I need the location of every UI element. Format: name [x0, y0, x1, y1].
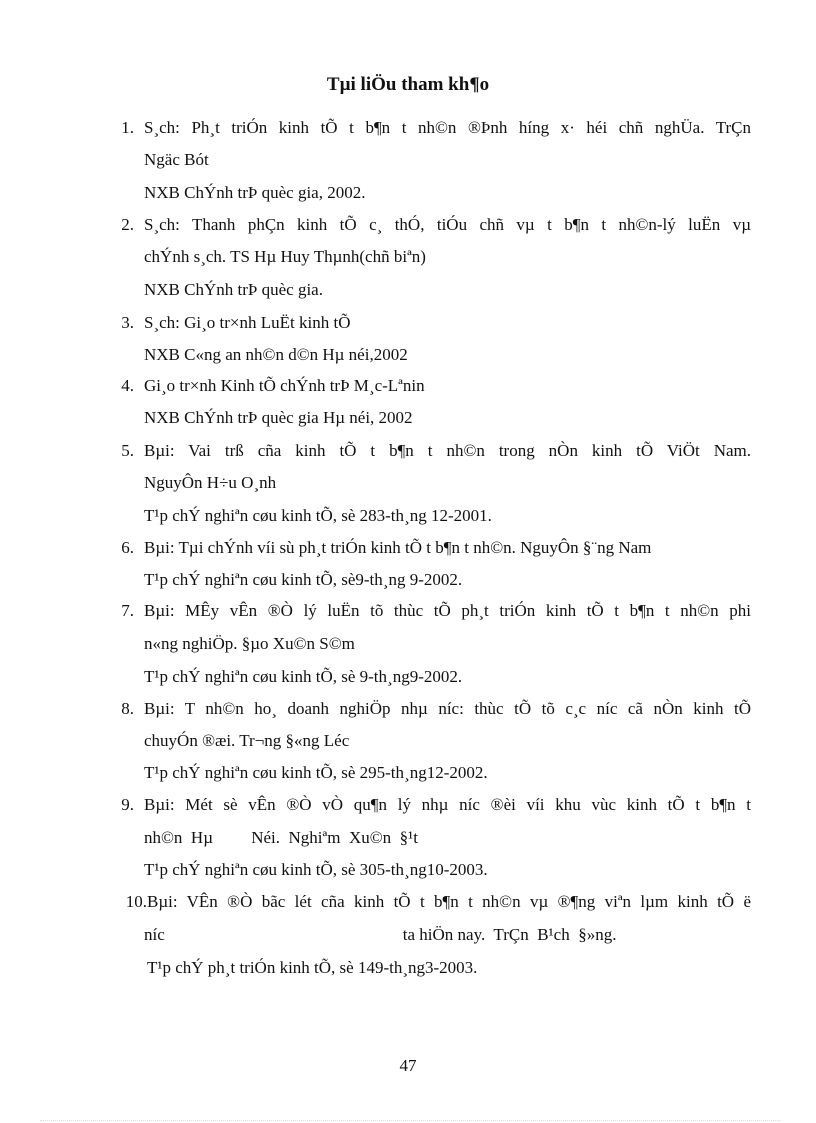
- reference-line: Bµi: Vai trß cña kinh tÕ t b¶n t nh©n trong nÒn kinh tÕ ViÖt Nam.: [144, 441, 751, 460]
- reference-number: 3.: [121, 313, 134, 332]
- reference-line: T¹p chÝ nghiªn cøu kinh tÕ, sè 305-th¸ng10-2003.: [144, 860, 488, 879]
- reference-number: 7.: [121, 601, 134, 620]
- reference-number: 9.: [121, 795, 134, 814]
- reference-line: NXB C«ng an nh©n d©n Hµ néi,2002: [144, 345, 408, 364]
- reference-line: NXB ChÝnh trÞ quèc gia, 2002.: [144, 183, 366, 202]
- reference-line: chÝnh s¸ch. TS Hµ Huy Thµnh(chñ biªn): [144, 247, 426, 266]
- reference-line: T¹p chÝ nghiªn cøu kinh tÕ, sè 9-th¸ng9-2002.: [144, 667, 463, 686]
- reference-line: T¹p chÝ ph¸t triÓn kinh tÕ, sè 149-th¸ng3-2003.: [147, 958, 478, 977]
- reference-number: 6.: [121, 538, 134, 557]
- reference-line: NguyÔn H÷u O¸nh: [144, 473, 277, 492]
- reference-number: 5.: [121, 441, 134, 460]
- reference-line: NXB ChÝnh trÞ quèc gia Hµ néi, 2002: [144, 408, 413, 427]
- page-title: Tµi liÖu tham kh¶o: [326, 74, 490, 95]
- reference-line: NXB ChÝnh trÞ quèc gia.: [144, 280, 323, 299]
- reference-line: Bµi: VÊn ®Ò bãc lét cña kinh tÕ t b¶n t nh©n vµ ®¶ng viªn lµm kinh tÕ ë: [147, 892, 751, 911]
- reference-line: n«ng nghiÖp. §µo Xu©n S©m: [144, 634, 355, 653]
- reference-line: Gi¸o tr×nh Kinh tÕ chÝnh trÞ M¸c-Lªnin: [144, 376, 425, 395]
- reference-line: S¸ch: Thanh phÇn kinh tÕ c¸ thÓ, tiÓu chñ vµ t b¶n t nh©n-lý luËn vµ: [144, 215, 751, 234]
- reference-line: T¹p chÝ nghiªn cøu kinh tÕ, sè9-th¸ng 9-2002.: [144, 570, 463, 589]
- reference-line: chuyÓn ®æi. Tr¬ng §«ng Léc: [144, 731, 350, 750]
- reference-number: 4.: [121, 376, 134, 395]
- reference-line: T¹p chÝ nghiªn cøu kinh tÕ, sè 283-th¸ng 12-2001.: [144, 506, 492, 525]
- reference-line: nh©n Hµ Néi. Nghiªm Xu©n §¹t: [144, 828, 418, 847]
- reference-line: S¸ch: Gi¸o tr×nh LuËt kinh tÕ: [144, 313, 351, 332]
- reference-number: 10.: [125, 892, 147, 911]
- reference-line: S¸ch: Ph¸t triÓn kinh tÕ t b¶n t nh©n ®Þnh híng x· héi chñ nghÜa. TrÇn: [144, 118, 751, 137]
- reference-number: 1.: [121, 118, 134, 137]
- page-number: 47: [399, 1056, 417, 1075]
- reference-line: Bµi: Mét sè vÊn ®Ò vÒ qu¶n lý nhµ níc ®èi víi khu vùc kinh tÕ t b¶n t: [144, 795, 751, 814]
- reference-line: Bµi: MÊy vÊn ®Ò lý luËn tõ thùc tÕ ph¸t triÓn kinh tÕ t b¶n t nh©n phi: [144, 601, 751, 620]
- reference-number: 2.: [121, 215, 134, 234]
- reference-line: Bµi: T nh©n ho¸ doanh nghiÖp nhµ níc: thùc tÕ tõ c¸c níc cã nÒn kinh tÕ: [144, 699, 751, 718]
- footer-divider: [40, 1120, 780, 1121]
- reference-line: Ngäc Bót: [144, 150, 209, 169]
- reference-number: 8.: [121, 699, 134, 718]
- reference-line: T¹p chÝ nghiªn cøu kinh tÕ, sè 295-th¸ng12-2002.: [144, 763, 488, 782]
- reference-line: Bµi: Tµi chÝnh víi sù ph¸t triÓn kinh tÕ t b¶n t nh©n. NguyÔn §¨ng Nam: [144, 538, 652, 557]
- reference-line: níc ta hiÖn nay. TrÇn B¹ch §»ng.: [144, 925, 617, 944]
